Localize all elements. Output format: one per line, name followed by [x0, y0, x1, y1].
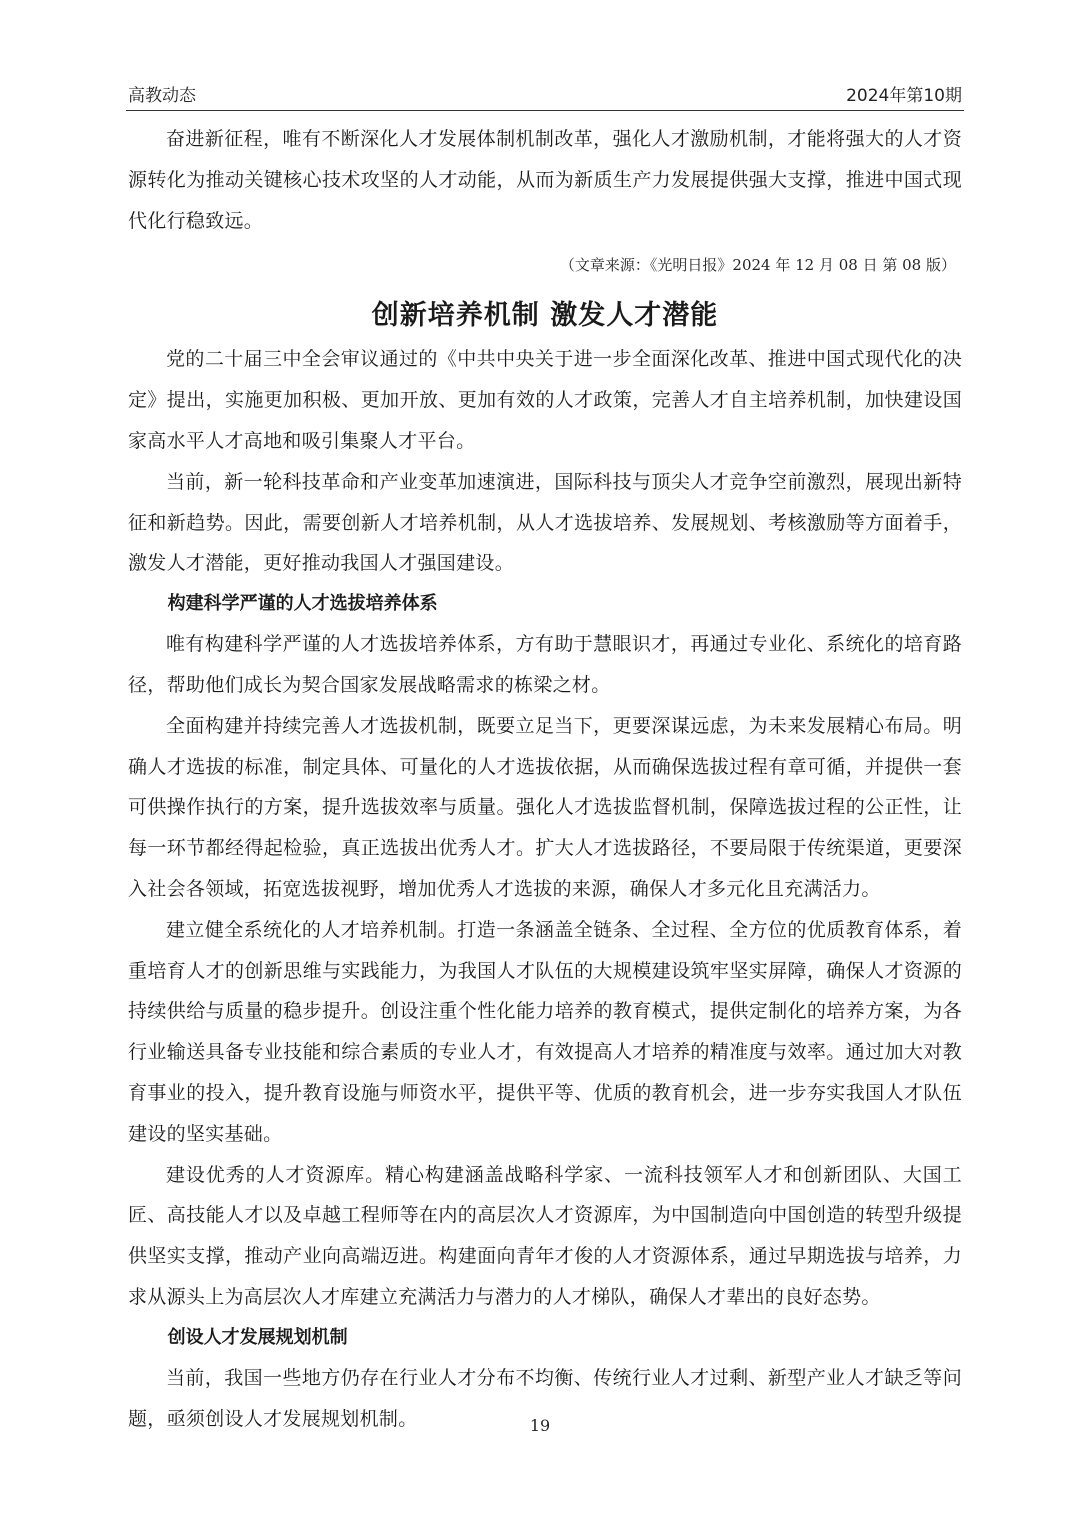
intro-paragraph: 党的二十届三中全会审议通过的《中共中央关于进一步全面深化改革、推进中国式现代化的决定》提出，实施更加积极、更加开放、更加有效的人才政策，完善人才自主培养机制，加快建设国家高水平人才高地和吸引集聚人才平台。 — [128, 348, 962, 452]
header-divider — [126, 110, 964, 111]
page-content — [128, 119, 962, 1439]
body-paragraph: 当前，我国一些地方仍存在行业人才分布不均衡、传统行业人才过剩、新型产业人才缺乏等问题，亟须创设人才发展规划机制。 — [128, 1366, 962, 1430]
article-source: （文章来源：《光明日报》2024 年 12 月 08 日 第 08 版） — [559, 256, 956, 275]
article-title: 创新培养机制 激发人才潜能 — [371, 300, 719, 332]
prev-article-paragraph: 奋进新征程，唯有不断深化人才发展体制机制改革，强化人才激励机制，才能将强大的人才资源转化为推动关键核心技术攻坚的人才动能，从而为新质生产力发展提供强大支撑，推进中国式现代化行稳致远。 — [128, 128, 962, 232]
section-heading: 创设人才发展规划机制 — [167, 1326, 348, 1348]
section-heading: 构建科学严谨的人才选拔培养体系 — [167, 593, 438, 615]
body-paragraph: 唯有构建科学严谨的人才选拔培养体系，方有助于慧眼识才，再通过专业化、系统化的培育路径，帮助他们成长为契合国家发展战略需求的栋梁之材。 — [128, 633, 962, 696]
journal-name: 高教动态 — [128, 86, 196, 106]
intro-paragraph: 当前，新一轮科技革命和产业变革加速演进，国际科技与顶尖人才竞争空前激烈，展现出新特征和新趋势。因此，需要创新人才培养机制，从人才选拔培养、发展规划、考核激励等方面着手，激发人才潜能，更好推动我国人才强国建设。 — [128, 470, 962, 575]
body-paragraph: 全面构建并持续完善人才选拔机制，既要立足当下，更要深谋远虑，为未来发展精心布局。明确人才选拔的标准，制定具体、可量化的人才选拔依据，从而确保选拔过程有章可循，并提供一套可供操作执行的方案，提升选拔效率与质量。强化人才选拔监督机制，保障选拔过程的公正性，让每一环节都经得起检验，真正选拔出优秀人才。扩大人才选拔路径，不要局限于传统渠道，更要深入社会各领域，拓宽选拔视野，增加优秀人才选拔的来源，确保人才多元化且充满活力。 — [128, 714, 962, 900]
body-paragraph: 建设优秀的人才资源库。精心构建涵盖战略科学家、一流科技领军人才和创新团队、大国工匠、高技能人才以及卓越工程师等在内的高层次人才资源库，为中国制造向中国创造的转型升级提供坚实支撑，推动产业向高端迈进。构建面向青年才俊的人才资源体系，通过早期选拔与培养，力求从源头上为高层次人才库建立充满活力与潜力的人才梯队，确保人才辈出的良好态势。 — [128, 1163, 962, 1308]
body-paragraph: 建立健全系统化的人才培养机制。打造一条涵盖全链条、全过程、全方位的优质教育体系，着重培育人才的创新思维与实践能力，为我国人才队伍的大规模建设筑牢坚实屏障，确保人才资源的持续供给与质量的稳步提升。创设注重个性化能力培养的教育模式，提供定制化的培养方案，为各行业输送具备专业技能和综合素质的专业人才，有效提高人才培养的精准度与效率。通过加大对教育事业的投入，提升教育设施与师资水平，提供平等、优质的教育机会，进一步夯实我国人才队伍建设的坚实基础。 — [128, 918, 962, 1145]
issue-number: 2024年第10期 — [846, 86, 962, 106]
page-header — [128, 78, 962, 106]
page-number: 19 — [529, 1416, 551, 1435]
